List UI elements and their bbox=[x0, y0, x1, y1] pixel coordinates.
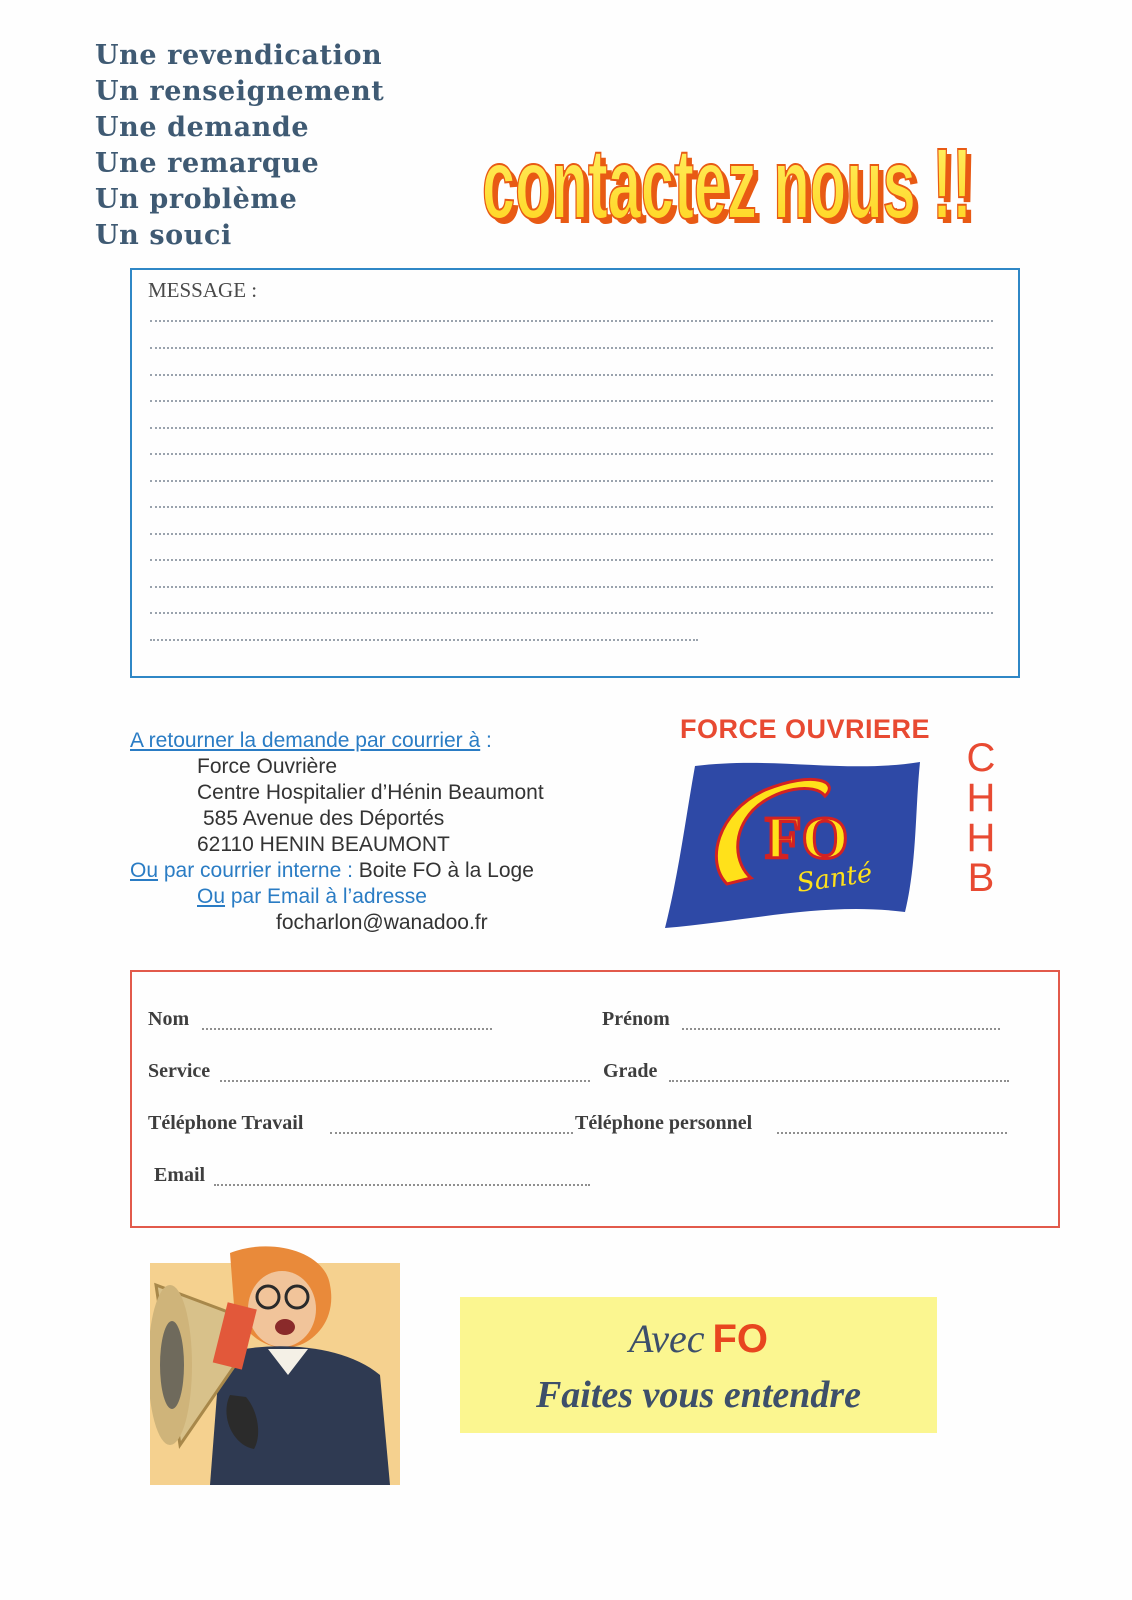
nom-field[interactable] bbox=[202, 1028, 492, 1030]
face bbox=[248, 1271, 316, 1347]
slogan-fo: FO bbox=[712, 1317, 769, 1361]
message-label: MESSAGE : bbox=[148, 278, 258, 302]
intro-list bbox=[95, 38, 384, 254]
prenom-field[interactable] bbox=[682, 1028, 1000, 1030]
return-heading-row bbox=[130, 728, 492, 754]
identity-form bbox=[130, 970, 1060, 1228]
message-box bbox=[130, 268, 1020, 678]
intro-line: Un souci bbox=[95, 220, 232, 251]
tel-perso-field[interactable] bbox=[777, 1132, 1007, 1134]
message-line[interactable] bbox=[150, 347, 993, 349]
service-field[interactable] bbox=[220, 1080, 590, 1082]
slogan-line-1 bbox=[460, 1315, 937, 1362]
slogan-avec: Avec bbox=[628, 1316, 705, 1361]
message-line[interactable] bbox=[150, 374, 993, 376]
email-ou: Ou bbox=[197, 885, 226, 908]
message-line[interactable] bbox=[150, 639, 698, 641]
message-line[interactable] bbox=[150, 559, 993, 561]
address-line: 62110 HENIN BEAUMONT bbox=[197, 833, 450, 856]
message-line[interactable] bbox=[150, 612, 993, 614]
email-row bbox=[197, 884, 427, 910]
email-field[interactable] bbox=[214, 1184, 590, 1186]
message-line[interactable] bbox=[150, 586, 993, 588]
headline-shadow: contactez nous !! bbox=[487, 133, 977, 245]
address-line: Centre Hospitalier d’Hénin Beaumont bbox=[197, 781, 544, 804]
chhb-letter: C bbox=[966, 736, 996, 780]
tel-perso-label: Téléphone personnel bbox=[575, 1112, 753, 1134]
message-line[interactable] bbox=[150, 427, 993, 429]
message-line[interactable] bbox=[150, 400, 993, 402]
slogan-line-2: Faites vous entendre bbox=[535, 1374, 862, 1416]
slogan-box bbox=[460, 1297, 937, 1433]
tel-travail-label: Téléphone Travail bbox=[148, 1112, 304, 1134]
message-line[interactable] bbox=[150, 320, 993, 322]
prenom-label: Prénom bbox=[602, 1008, 670, 1030]
email-label: par Email à l’adresse bbox=[225, 885, 427, 908]
internal-mail-row bbox=[130, 858, 534, 884]
message-line[interactable] bbox=[150, 506, 993, 508]
logo-sante: Santé bbox=[794, 858, 875, 899]
message-line[interactable] bbox=[150, 480, 993, 482]
intro-line: Un renseignement bbox=[95, 76, 385, 107]
email-label: Email bbox=[154, 1164, 206, 1186]
intro-line: Une remarque bbox=[95, 148, 320, 179]
chhb-letter: H bbox=[966, 816, 996, 860]
grade-label: Grade bbox=[603, 1060, 658, 1082]
message-line[interactable] bbox=[150, 453, 993, 455]
tel-travail-field[interactable] bbox=[330, 1132, 573, 1134]
return-heading-suffix: : bbox=[480, 729, 492, 752]
intro-line: Une revendication bbox=[95, 40, 383, 71]
chhb-letter: H bbox=[966, 776, 996, 820]
service-label: Service bbox=[148, 1060, 211, 1082]
intro-line: Un problème bbox=[95, 184, 298, 215]
fo-logo bbox=[665, 752, 955, 932]
headline bbox=[480, 100, 1000, 250]
intro-line: Une demande bbox=[95, 112, 310, 143]
address-line: Force Ouvrière bbox=[197, 755, 338, 778]
nom-label: Nom bbox=[148, 1008, 190, 1030]
chhb-label bbox=[960, 738, 1002, 898]
internal-value: Boite FO à la Loge bbox=[358, 859, 534, 882]
email-address[interactable]: focharlon@wanadoo.fr bbox=[276, 911, 488, 934]
message-line[interactable] bbox=[150, 533, 993, 535]
address-line: 585 Avenue des Déportés bbox=[203, 807, 445, 830]
headline-text: contactez nous !! bbox=[482, 128, 972, 240]
logo-fo: FO bbox=[765, 805, 849, 871]
fo-logo-title: FORCE OUVRIERE bbox=[680, 714, 931, 744]
internal-label: par courrier interne : bbox=[158, 859, 359, 882]
megaphone-photo bbox=[150, 1245, 400, 1485]
return-heading: A retourner la demande par courrier à bbox=[130, 729, 481, 752]
chhb-letter: B bbox=[967, 856, 995, 900]
grade-field[interactable] bbox=[669, 1080, 1009, 1082]
internal-ou: Ou bbox=[130, 859, 159, 882]
